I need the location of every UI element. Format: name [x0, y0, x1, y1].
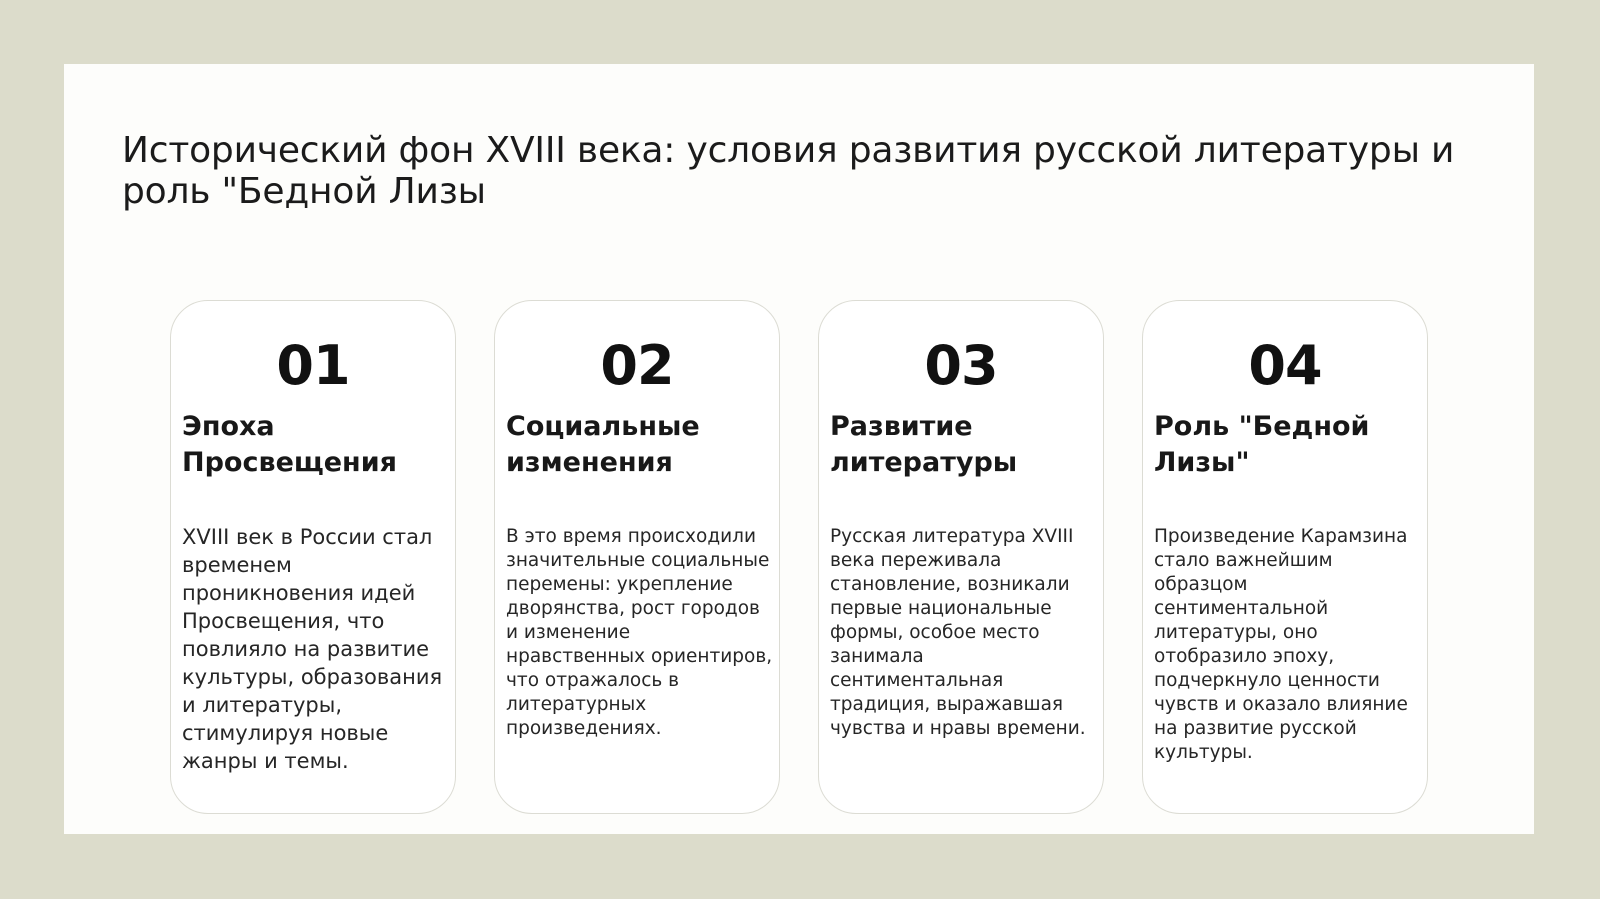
slide-title: Исторический фон XVIII века: условия развития русской литературы и роль "Бедной Лизы — [122, 130, 1455, 212]
card-heading: Роль "Бедной Лизы" — [1154, 411, 1370, 478]
card-text: Русская литература XVIII века переживала становление, возникали первые национальные формы, особое место занимала сентиментальная традиция, выражавшая чувства и нравы времени. — [830, 526, 1086, 739]
card-poor-liza-role — [1142, 300, 1428, 814]
card-heading: Эпоха Просвещения — [182, 411, 397, 478]
card-text: В это время происходили значительные социальные перемены: укрепление дворянства, рост городов и изменение нравственных ориентиров, что отражалось в литературных произведениях. — [506, 526, 773, 739]
card-text: XVIII век в России стал временем проникновения идей Просвещения, что повлияло на развитие культуры, образования и литературы, стимулируя новые жанры и темы. — [182, 525, 443, 773]
card-number: 04 — [1248, 334, 1322, 397]
card-number: 02 — [600, 334, 674, 397]
card-enlightenment — [170, 300, 456, 814]
card-social-changes — [494, 300, 780, 814]
card-heading: Социальные изменения — [506, 411, 700, 478]
card-number: 01 — [276, 334, 350, 397]
card-text: Произведение Карамзина стало важнейшим образцом сентиментальной литературы, оно отобразило эпоху, подчеркнуло ценности чувств и оказало влияние на развитие русской культуры. — [1154, 526, 1408, 763]
card-number: 03 — [924, 334, 998, 397]
slide — [64, 64, 1534, 834]
card-literature-development — [818, 300, 1104, 814]
card-heading: Развитие литературы — [830, 411, 1018, 478]
